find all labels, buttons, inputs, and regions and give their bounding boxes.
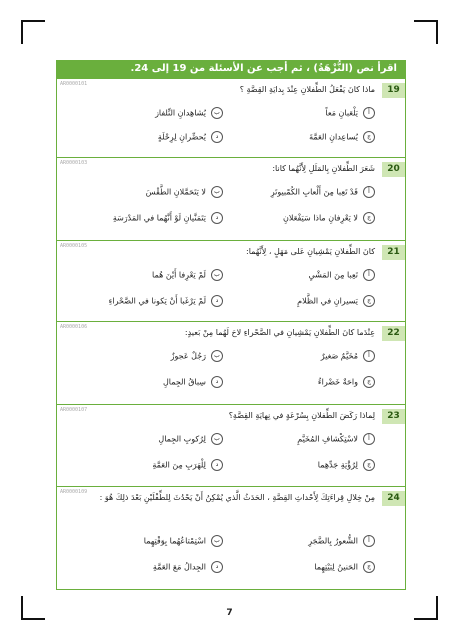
option-b-marker[interactable]: ب xyxy=(211,269,223,281)
option-a-marker[interactable]: أ xyxy=(363,186,375,198)
question-block xyxy=(57,240,405,321)
questions-frame xyxy=(56,60,406,590)
option-b-marker[interactable]: ب xyxy=(211,186,223,198)
question-stem: لِماذا رَكَضَ الطِّفلانِ بِسُرْعَةٍ في نِهايَةِ القِصَّةِ؟ xyxy=(228,411,375,420)
question-number: 21 xyxy=(382,245,405,260)
option-c[interactable]: جالحَنينُ لِبَيْتِهِما xyxy=(225,561,375,573)
question-code: AR0000109 xyxy=(60,489,88,495)
question-number: 19 xyxy=(382,83,405,98)
option-b[interactable]: باسْتِمْتاعُهُما بِوَقْتِهِما xyxy=(73,535,223,547)
option-a-marker[interactable]: أ xyxy=(363,350,375,362)
option-c-marker[interactable]: ج xyxy=(363,212,375,224)
option-b[interactable]: بلِرُكوبِ الجِمالِ xyxy=(73,433,223,445)
option-a[interactable]: ألاسْتِكْشافِ المُخَيَّمِ xyxy=(225,433,375,445)
question-code: AR0000106 xyxy=(60,324,88,330)
crop-mark-top-left xyxy=(21,20,45,44)
crop-mark-top-right xyxy=(414,20,438,44)
option-c[interactable]: جواحَةٌ خَضْراءُ xyxy=(225,376,375,388)
option-d[interactable]: دالجِدالُ مَعَ العَمَّةِ xyxy=(73,561,223,573)
option-a-marker[interactable]: أ xyxy=(363,107,375,119)
question-code: AR0000103 xyxy=(60,160,88,166)
instructions-header: اقرأ نص (النُّزْهَةُ) ، ثم أجب عن الأسئلة من 19 إلى 24. xyxy=(57,61,405,78)
option-c-marker[interactable]: ج xyxy=(363,561,375,573)
option-d-marker[interactable]: د xyxy=(211,376,223,388)
option-a[interactable]: أقَدْ تَعِبا مِنَ أَلْعابِ الكُمْبيوتَرِ xyxy=(225,186,375,198)
option-d-marker[interactable]: د xyxy=(211,561,223,573)
option-b[interactable]: بيُشاهِدانِ التِّلفاز xyxy=(73,107,223,119)
option-d-marker[interactable]: د xyxy=(211,131,223,143)
option-c-marker[interactable]: ج xyxy=(363,295,375,307)
question-stem: مِنْ خِلالِ قِراءَتِكَ لِأَحْداثِ القِصَّةِ ، الحَدَثُ الَّذي يُمْكِنُ أَنْ يَحْدُثَ لِلطِّفْلَيْنِ بَعْدَ ذلِكَ هُوَ : xyxy=(99,493,375,502)
option-a-marker[interactable]: أ xyxy=(363,433,375,445)
question-block xyxy=(57,78,405,157)
option-b[interactable]: برَجُلٌ عَجوزٌ xyxy=(73,350,223,362)
option-b-marker[interactable]: ب xyxy=(211,433,223,445)
option-a[interactable]: أتَعِبا مِنَ المَشْيِ xyxy=(225,269,375,281)
option-b-marker[interactable]: ب xyxy=(211,350,223,362)
option-c[interactable]: جيَسيرانِ في الظَّلامِ xyxy=(225,295,375,307)
question-block xyxy=(57,486,405,590)
option-b[interactable]: بلَمْ يَعْرِفا أَيْنَ هُما xyxy=(73,269,223,281)
question-block xyxy=(57,157,405,240)
option-a-marker[interactable]: أ xyxy=(363,535,375,547)
question-number: 22 xyxy=(382,326,405,341)
option-c-marker[interactable]: ج xyxy=(363,376,375,388)
question-stem: شَعَرَ الطِّفلانِ بِالمَلَلِ لِأَنَّهُما كانا: xyxy=(272,164,375,173)
question-number: 23 xyxy=(382,409,405,424)
option-c[interactable]: جلِرُؤْيَةِ جَدِّهِما xyxy=(225,459,375,471)
option-d[interactable]: دلِلْهَرَبِ مِنَ العَمَّةِ xyxy=(73,459,223,471)
question-stem: كانَ الطِّفلانِ يَمْشِيانِ عَلى مَهَلٍ ، لِأَنَّهُما: xyxy=(246,247,375,256)
option-a-marker[interactable]: أ xyxy=(363,269,375,281)
option-b-marker[interactable]: ب xyxy=(211,107,223,119)
question-code: AR0000101 xyxy=(60,81,88,87)
option-a[interactable]: أيَلْعَبانِ مَعاً xyxy=(225,107,375,119)
option-a[interactable]: أمُخَيَّمٌ صَغيرٌ xyxy=(225,350,375,362)
option-d[interactable]: دلَمْ يَرْغَبا أَنْ يَكونا في الصَّحْراءِ xyxy=(73,295,223,307)
option-b-marker[interactable]: ب xyxy=(211,535,223,547)
option-c-marker[interactable]: ج xyxy=(363,131,375,143)
option-b[interactable]: بلا يَتَحَمَّلانِ الطَّقْسَ xyxy=(73,186,223,198)
option-d[interactable]: ديَتَمَنَّيانِ لَوْ أَنَّهُما في المَدْرَسَةِ xyxy=(73,212,223,224)
option-d[interactable]: ديُحضِّرانِ لِرِحْلَةٍ xyxy=(73,131,223,143)
option-c[interactable]: جلا يَعْرِفانِ ماذا سَيَفْعَلانِ xyxy=(225,212,375,224)
question-block xyxy=(57,404,405,486)
option-a[interactable]: أالشُّعورُ بِالضَّجَرِ xyxy=(225,535,375,547)
option-d[interactable]: دسِباقُ الجِمالِ xyxy=(73,376,223,388)
option-c-marker[interactable]: ج xyxy=(363,459,375,471)
question-stem: عِنْدَما كانَ الطِّفلانِ يَمْشِيانِ في الصَّحْراءِ لاحَ لَهُما مِنْ بَعيدٍ: xyxy=(184,328,375,337)
option-c[interactable]: جيُساعِدانِ العَمَّةَ xyxy=(225,131,375,143)
question-code: AR0000107 xyxy=(60,407,88,413)
question-stem: ماذا كانَ يَفْعَلُ الطِّفلانِ عِنْدَ بِدايَةِ القِصَّةِ ؟ xyxy=(239,85,375,94)
option-d-marker[interactable]: د xyxy=(211,295,223,307)
question-block xyxy=(57,321,405,404)
option-d-marker[interactable]: د xyxy=(211,212,223,224)
option-d-marker[interactable]: د xyxy=(211,459,223,471)
question-number: 24 xyxy=(382,491,405,506)
page-number: 7 xyxy=(226,608,233,618)
question-number: 20 xyxy=(382,162,405,177)
question-code: AR0000105 xyxy=(60,243,88,249)
